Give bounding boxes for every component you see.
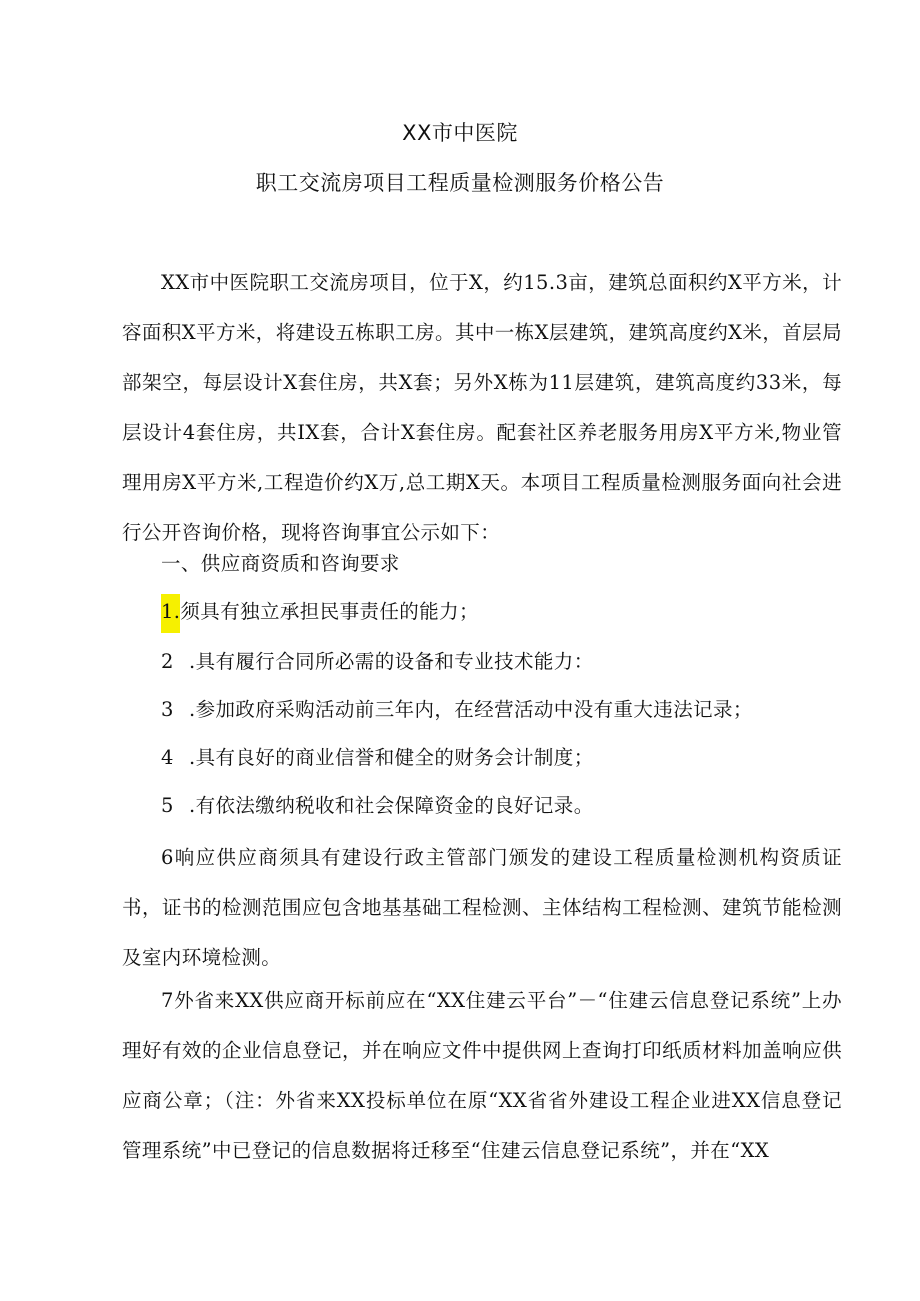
requirement-text: .参加政府采购活动前三年内，在经营活动中没有重大违法记录； bbox=[189, 698, 753, 721]
requirement-text: .具有履行合同所必需的设备和专业技术能力： bbox=[189, 650, 594, 673]
requirement-item-5 bbox=[161, 791, 594, 821]
requirement-item-1 bbox=[161, 597, 479, 627]
requirement-item-6-paragraph: 6响应供应商须具有建设行政主管部门颁发的建设工程质量检测机构资质证书，证书的检测范围应包含地基基础工程检测、主体结构工程检测、建筑节能检测及室内环境检测。 bbox=[122, 846, 842, 969]
requirement-item-2 bbox=[161, 647, 594, 677]
requirement-item-7-paragraph: 7外省来XX供应商开标前应在“XX住建云平台”－“住建云信息登记系统”上办理好有效的企业信息登记，并在响应文件中提供网上查询打印纸质材料加盖响应供应商公章；（注：外省来XX投标单位在原“XX省省外建设工程企业进XX信息登记管理系统”中已登记的信息数据将迁移至“住建云信息登记系统”，并在“XX bbox=[122, 989, 842, 1162]
requirement-number: 4 bbox=[161, 746, 174, 769]
requirement-text: .具有良好的商业信誉和健全的财务会计制度； bbox=[189, 746, 594, 769]
requirement-text: 须具有独立承担民事责任的能力； bbox=[180, 600, 479, 623]
document-title-line-2: 职工交流房项目工程质量检测服务价格公告 bbox=[255, 171, 665, 195]
highlighted-number: 1. bbox=[161, 594, 180, 633]
requirement-item-3 bbox=[161, 695, 753, 725]
requirement-number: 5 bbox=[161, 794, 174, 817]
intro-paragraph: XX市中医院职工交流房项目，位于X，约15.3亩，建筑总面积约X平方米，计容面积X平方米，将建设五栋职工房。其中一栋X层建筑，建筑高度约X米，首层局部架空，每层设计X套住房，共X套；另外X栋为11层建筑，建筑高度约33米，每层设计4套住房，共IX套，合计X套住房。配套社区养老服务用房X平方米,物业管理用房X平方米,工程造价约X万,总工期X天。本项目工程质量检测服务面向社会进行公开咨询价格，现将咨询事宜公示如下： bbox=[122, 271, 842, 544]
requirement-number: 3 bbox=[161, 698, 174, 721]
requirement-text: .有依法缴纳税收和社会保障资金的良好记录。 bbox=[189, 794, 594, 817]
requirement-number: 2 bbox=[161, 650, 174, 673]
document-title-line-1: XX市中医院 bbox=[402, 121, 518, 145]
requirement-item-4 bbox=[161, 743, 594, 773]
section-heading-qualifications: 一、供应商资质和咨询要求 bbox=[161, 552, 400, 575]
